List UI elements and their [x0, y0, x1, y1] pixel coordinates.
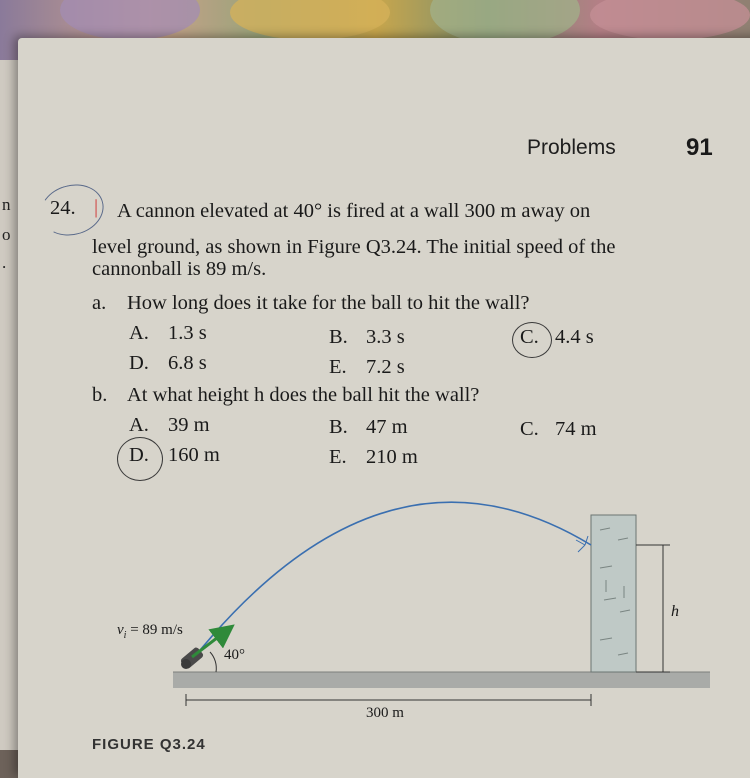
choice-letter: C. — [520, 418, 539, 440]
angle-arc — [210, 652, 216, 672]
choice-letter: B. — [329, 326, 348, 348]
difficulty-mark: | — [94, 196, 99, 218]
left-page-fragment: o — [2, 225, 11, 244]
problem-text-line: level ground, as shown in Figure Q3.24. The initial speed of the — [92, 236, 616, 258]
problem-number: 24. — [50, 197, 76, 219]
impact-mark — [576, 536, 588, 552]
part-question: How long does it take for the ball to hit the wall? — [127, 292, 530, 314]
choice-value: 4.4 s — [555, 326, 594, 348]
figure-caption: FIGURE Q3.24 — [92, 736, 206, 753]
part-label: b. — [92, 384, 108, 406]
page-number: 91 — [686, 134, 713, 161]
choice-value: 7.2 s — [366, 356, 405, 378]
choice-value: 6.8 s — [168, 352, 207, 374]
wall — [591, 515, 636, 672]
choice-letter: E. — [329, 356, 347, 378]
choice-letter: A. — [129, 322, 149, 344]
choice-value: 39 m — [168, 414, 210, 436]
velocity-label: $v_i = 89$ m/s — [117, 622, 183, 641]
running-head: Problems — [527, 136, 616, 159]
choice-value: 3.3 s — [366, 326, 405, 348]
trajectory-curve — [192, 502, 591, 660]
choice-letter: C. — [520, 326, 539, 348]
part-label: a. — [92, 292, 107, 314]
choice-value: 1.3 s — [168, 322, 207, 344]
choice-value: 74 m — [555, 418, 597, 440]
problem-text-line: A cannon elevated at 40° is fired at a wall 300 m away on — [117, 200, 591, 222]
choice-letter: E. — [329, 446, 347, 468]
choice-value: 210 m — [366, 446, 418, 468]
choice-letter: D. — [129, 444, 149, 466]
left-page-fragment: . — [2, 253, 7, 272]
ground — [173, 672, 710, 688]
left-page-fragment: n — [2, 195, 11, 214]
choice-value: 160 m — [168, 444, 220, 466]
velocity-value: = 89 m/s — [126, 622, 183, 638]
height-label: h — [671, 603, 679, 620]
part-question: At what height h does the ball hit the wall? — [127, 384, 480, 406]
choice-letter: D. — [129, 352, 149, 374]
choice-letter: A. — [129, 414, 149, 436]
velocity-subscript: i — [123, 630, 127, 641]
problem-text-line: cannonball is 89 m/s. — [92, 258, 267, 280]
distance-label: 300 m — [366, 705, 404, 721]
angle-label: 40° — [224, 647, 245, 663]
choice-letter: B. — [329, 416, 348, 438]
choice-value: 47 m — [366, 416, 408, 438]
